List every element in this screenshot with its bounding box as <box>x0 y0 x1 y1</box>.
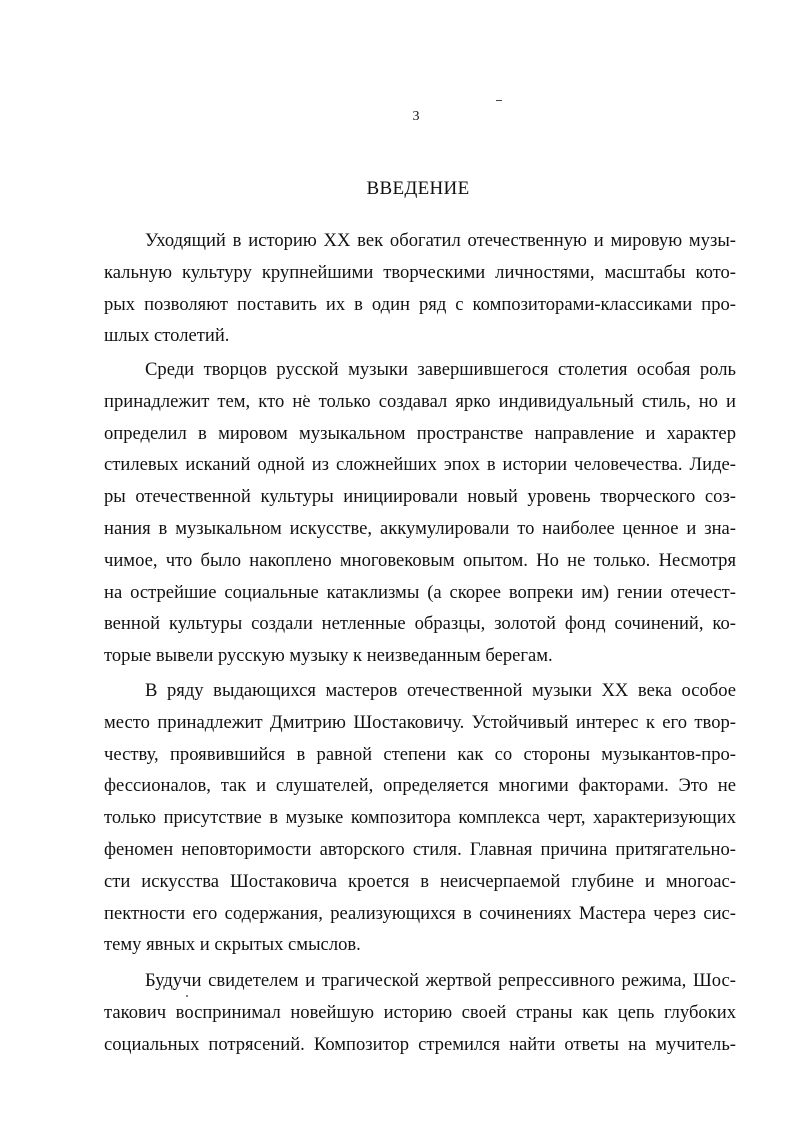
text-line: только присутствие в музыке композитора комплекса черт, характеризующих <box>104 807 736 829</box>
paragraph-3 <box>104 675 736 961</box>
text-line: честву, проявившийся в равной степени как со стороны музыкантов-про- <box>104 743 736 765</box>
text-line: кальную культуру крупнейшими творческими личностями, масштабы кото- <box>104 261 736 283</box>
paragraph-4 <box>104 965 736 1060</box>
text-line: определил в мировом музыкальном пространстве направление и характер <box>104 422 736 444</box>
text-line: чимое, что было накоплено многовековым опытом. Но не только. Несмотря <box>104 549 736 571</box>
page-title: ВВЕДЕНИЕ <box>366 178 470 199</box>
text-line: рых позволяют поставить их в один ряд с композиторами-классиками про- <box>104 293 736 315</box>
text-line: сти искусства Шостаковича кроется в неисчерпаемой глубине и многоас- <box>104 870 736 892</box>
text-line: торые вывели русскую музыку к неизведанным берегам. <box>104 645 553 667</box>
text-line: ры отечественной культуры инициировали новый уровень творческого соз- <box>104 486 736 508</box>
text-line: венной культуры создали нетленные образцы, золотой фонд сочинений, ко- <box>104 613 736 635</box>
text-line: стилевых исканий одной из сложнейших эпох в истории человечества. Лиде- <box>104 454 736 476</box>
text-line: место принадлежит Дмитрию Шостаковичу. Устойчивый интерес к его твор- <box>104 711 736 733</box>
text-line: на острейшие социальные катаклизмы (а скорее вопреки им) гении отечест- <box>104 581 736 603</box>
text-line: Уходящий в историю XX век обогатил отечественную и мировую музы- <box>145 230 736 251</box>
scan-mark <box>496 100 502 101</box>
text-line: фессионалов, так и слушателей, определяется многими факторами. Это не <box>104 775 736 797</box>
text-line: В ряду выдающихся мастеров отечественной музыки XX века особое <box>145 680 736 701</box>
text-line: пектности его содержания, реализующихся в сочинениях Мастера через сис- <box>104 902 736 924</box>
text-line: феномен неповторимости авторского стиля. Главная причина притягательно- <box>104 838 736 860</box>
text-line: такович воспринимал новейшую историю своей страны как цепь глубоких <box>104 1001 736 1023</box>
text-line: Будучи свидетелем и трагической жертвой репрессивного режима, Шос- <box>145 970 736 991</box>
paragraph-2 <box>104 354 736 672</box>
text-line: принадлежит тем, кто не только создавал ярко индивидуальный стиль, но и <box>104 390 736 412</box>
text-line: Среди творцов русской музыки завершившегося столетия особая роль <box>145 359 736 380</box>
text-line: тему явных и скрытых смыслов. <box>104 934 361 956</box>
text-line: социальных потрясений. Композитор стремился найти ответы на мучитель- <box>104 1033 736 1055</box>
page-number: 3 <box>412 109 420 124</box>
paragraph-1 <box>104 225 736 352</box>
text-line: нания в музыкальном искусстве, аккумулировали то наиболее ценное и зна- <box>104 517 736 539</box>
text-line: шлых столетий. <box>104 325 230 347</box>
